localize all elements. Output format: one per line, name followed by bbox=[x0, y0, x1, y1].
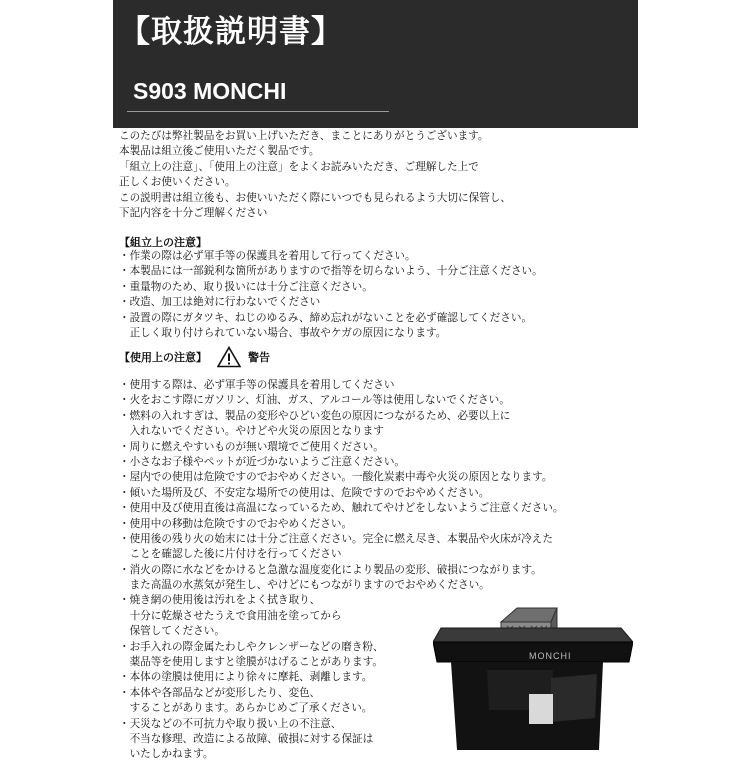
usage-item: ・本体の塗膜は使用により徐々に摩耗、剥離します。 bbox=[119, 671, 373, 684]
usage-item: ・傾いた場所及び、不安定な場所での使用は、危険ですのでおやめください。 bbox=[119, 486, 490, 499]
usage-section-title: 【使用上の注意】 bbox=[119, 351, 207, 364]
usage-item: ・使用する際は、必ず軍手等の保護具を着用してください bbox=[119, 379, 395, 391]
assembly-item: 正しく取り付けられていない場合、事故やケガの原因になります。 bbox=[119, 326, 447, 339]
usage-item: ・火をおこす際にガソリン、灯油、ガス、アルコール等は使用しないでください。 bbox=[119, 394, 510, 407]
warning-triangle-icon bbox=[217, 346, 241, 368]
usage-item: ・燃料の入れすぎは、製品の変形やひどい変色の原因につながるため、必要以上に bbox=[119, 409, 511, 422]
product-brand-mark: MONCHI bbox=[529, 651, 572, 661]
usage-item: 入れないでください。やけどや火災の原因となります bbox=[119, 425, 384, 438]
usage-item: ・周りに燃えやすいものが無い環境でご使用ください。 bbox=[119, 440, 384, 453]
usage-item: ・焼き網の使用後は汚れをよく拭き取り、 bbox=[119, 594, 321, 607]
page-title: 【取扱説明書】 bbox=[119, 14, 343, 50]
model-name: S903 MONCHI bbox=[133, 78, 287, 104]
intro-line: このたびは弊社製品をお買い上げいただき、まことにありがとうございます。 bbox=[119, 130, 489, 142]
usage-item: ・屋内での使用は危険ですのでおやめください。一酸化炭素中毒や火災の原因となります。 bbox=[119, 471, 553, 484]
assembly-item: ・重量物のため、取り扱いには十分ご注意ください。 bbox=[119, 280, 373, 293]
usage-item: 保管してください。 bbox=[119, 625, 225, 638]
fire-pit-product-image bbox=[433, 600, 633, 750]
usage-item: また高温の水蒸気が発生し、やけどにもつながりますのでおやめください。 bbox=[119, 579, 490, 592]
usage-item: ・消火の際に水などをかけると急激な温度変化により製品の変形、破損につながります。 bbox=[119, 563, 542, 576]
intro-line: 下記内容を十分ご理解ください bbox=[119, 206, 268, 219]
assembly-item: ・設置の際にガタツキ、ねじのゆるみ、締め忘れがないことを必ず確認してください。 bbox=[119, 311, 533, 324]
usage-item: いたしかねます。 bbox=[119, 748, 214, 761]
usage-item: ・お手入れの際金属たわしやクレンザーなどの磨き粉、 bbox=[119, 640, 384, 653]
assembly-section-title: 【組立上の注意】 bbox=[119, 236, 207, 249]
assembly-item: ・改造、加工は絶対に行わないでください bbox=[119, 296, 321, 309]
intro-line: この説明書は組立後も、お使いいただく際にいつでも見られるよう大切に保管し、 bbox=[119, 191, 511, 204]
usage-item: ・本体や各部品などが変形したり、変色、 bbox=[119, 686, 321, 699]
usage-item: ・使用中の移動は危険ですのでおやめください。 bbox=[119, 517, 353, 530]
assembly-item: ・本製品には一部鋭利な箇所がありますので指等を切らないよう、十分ご注意ください。 bbox=[119, 265, 543, 278]
usage-item: 不当な修理、改造による故障、破損に対する保証は bbox=[119, 732, 374, 745]
usage-item: ・使用後の残り火の始末には十分ご注意ください。完全に燃え尽き、本製品や火床が冷えた bbox=[119, 532, 553, 545]
intro-line: 本製品は組立後ご使用いただく製品です。 bbox=[119, 145, 320, 158]
usage-item: ・使用中及び使用直後は高温になっているため、触れてやけどをしないようご注意ください。 bbox=[119, 502, 564, 515]
usage-item: ・天災などの不可抗力や取り扱い上の不注意、 bbox=[119, 717, 342, 730]
warning-label: 警告 bbox=[248, 351, 270, 364]
header-banner bbox=[113, 0, 638, 128]
assembly-item: ・作業の際は必ず軍手等の保護具を着用して行ってください。 bbox=[119, 250, 416, 262]
usage-item: することがあります。あらかじめご了承ください。 bbox=[119, 702, 373, 715]
usage-item: ・小さなお子様やペットが近づかないようご注意ください。 bbox=[119, 455, 406, 468]
usage-item: ことを確認した後に片付けを行ってください bbox=[119, 548, 342, 561]
usage-item: 薬品等を使用しますと塗膜がはげることがあります。 bbox=[119, 656, 383, 669]
usage-section-heading bbox=[119, 345, 270, 369]
intro-line: 「組立上の注意」、「使用上の注意」をよくお読みいただき、ご理解した上で bbox=[119, 160, 479, 173]
header-divider bbox=[127, 111, 389, 112]
intro-line: 正しくお使いください。 bbox=[119, 176, 236, 189]
usage-item: 十分に乾燥させたうえで食用油を塗ってから bbox=[119, 609, 342, 622]
intro-text bbox=[119, 129, 511, 221]
assembly-list bbox=[119, 249, 543, 341]
